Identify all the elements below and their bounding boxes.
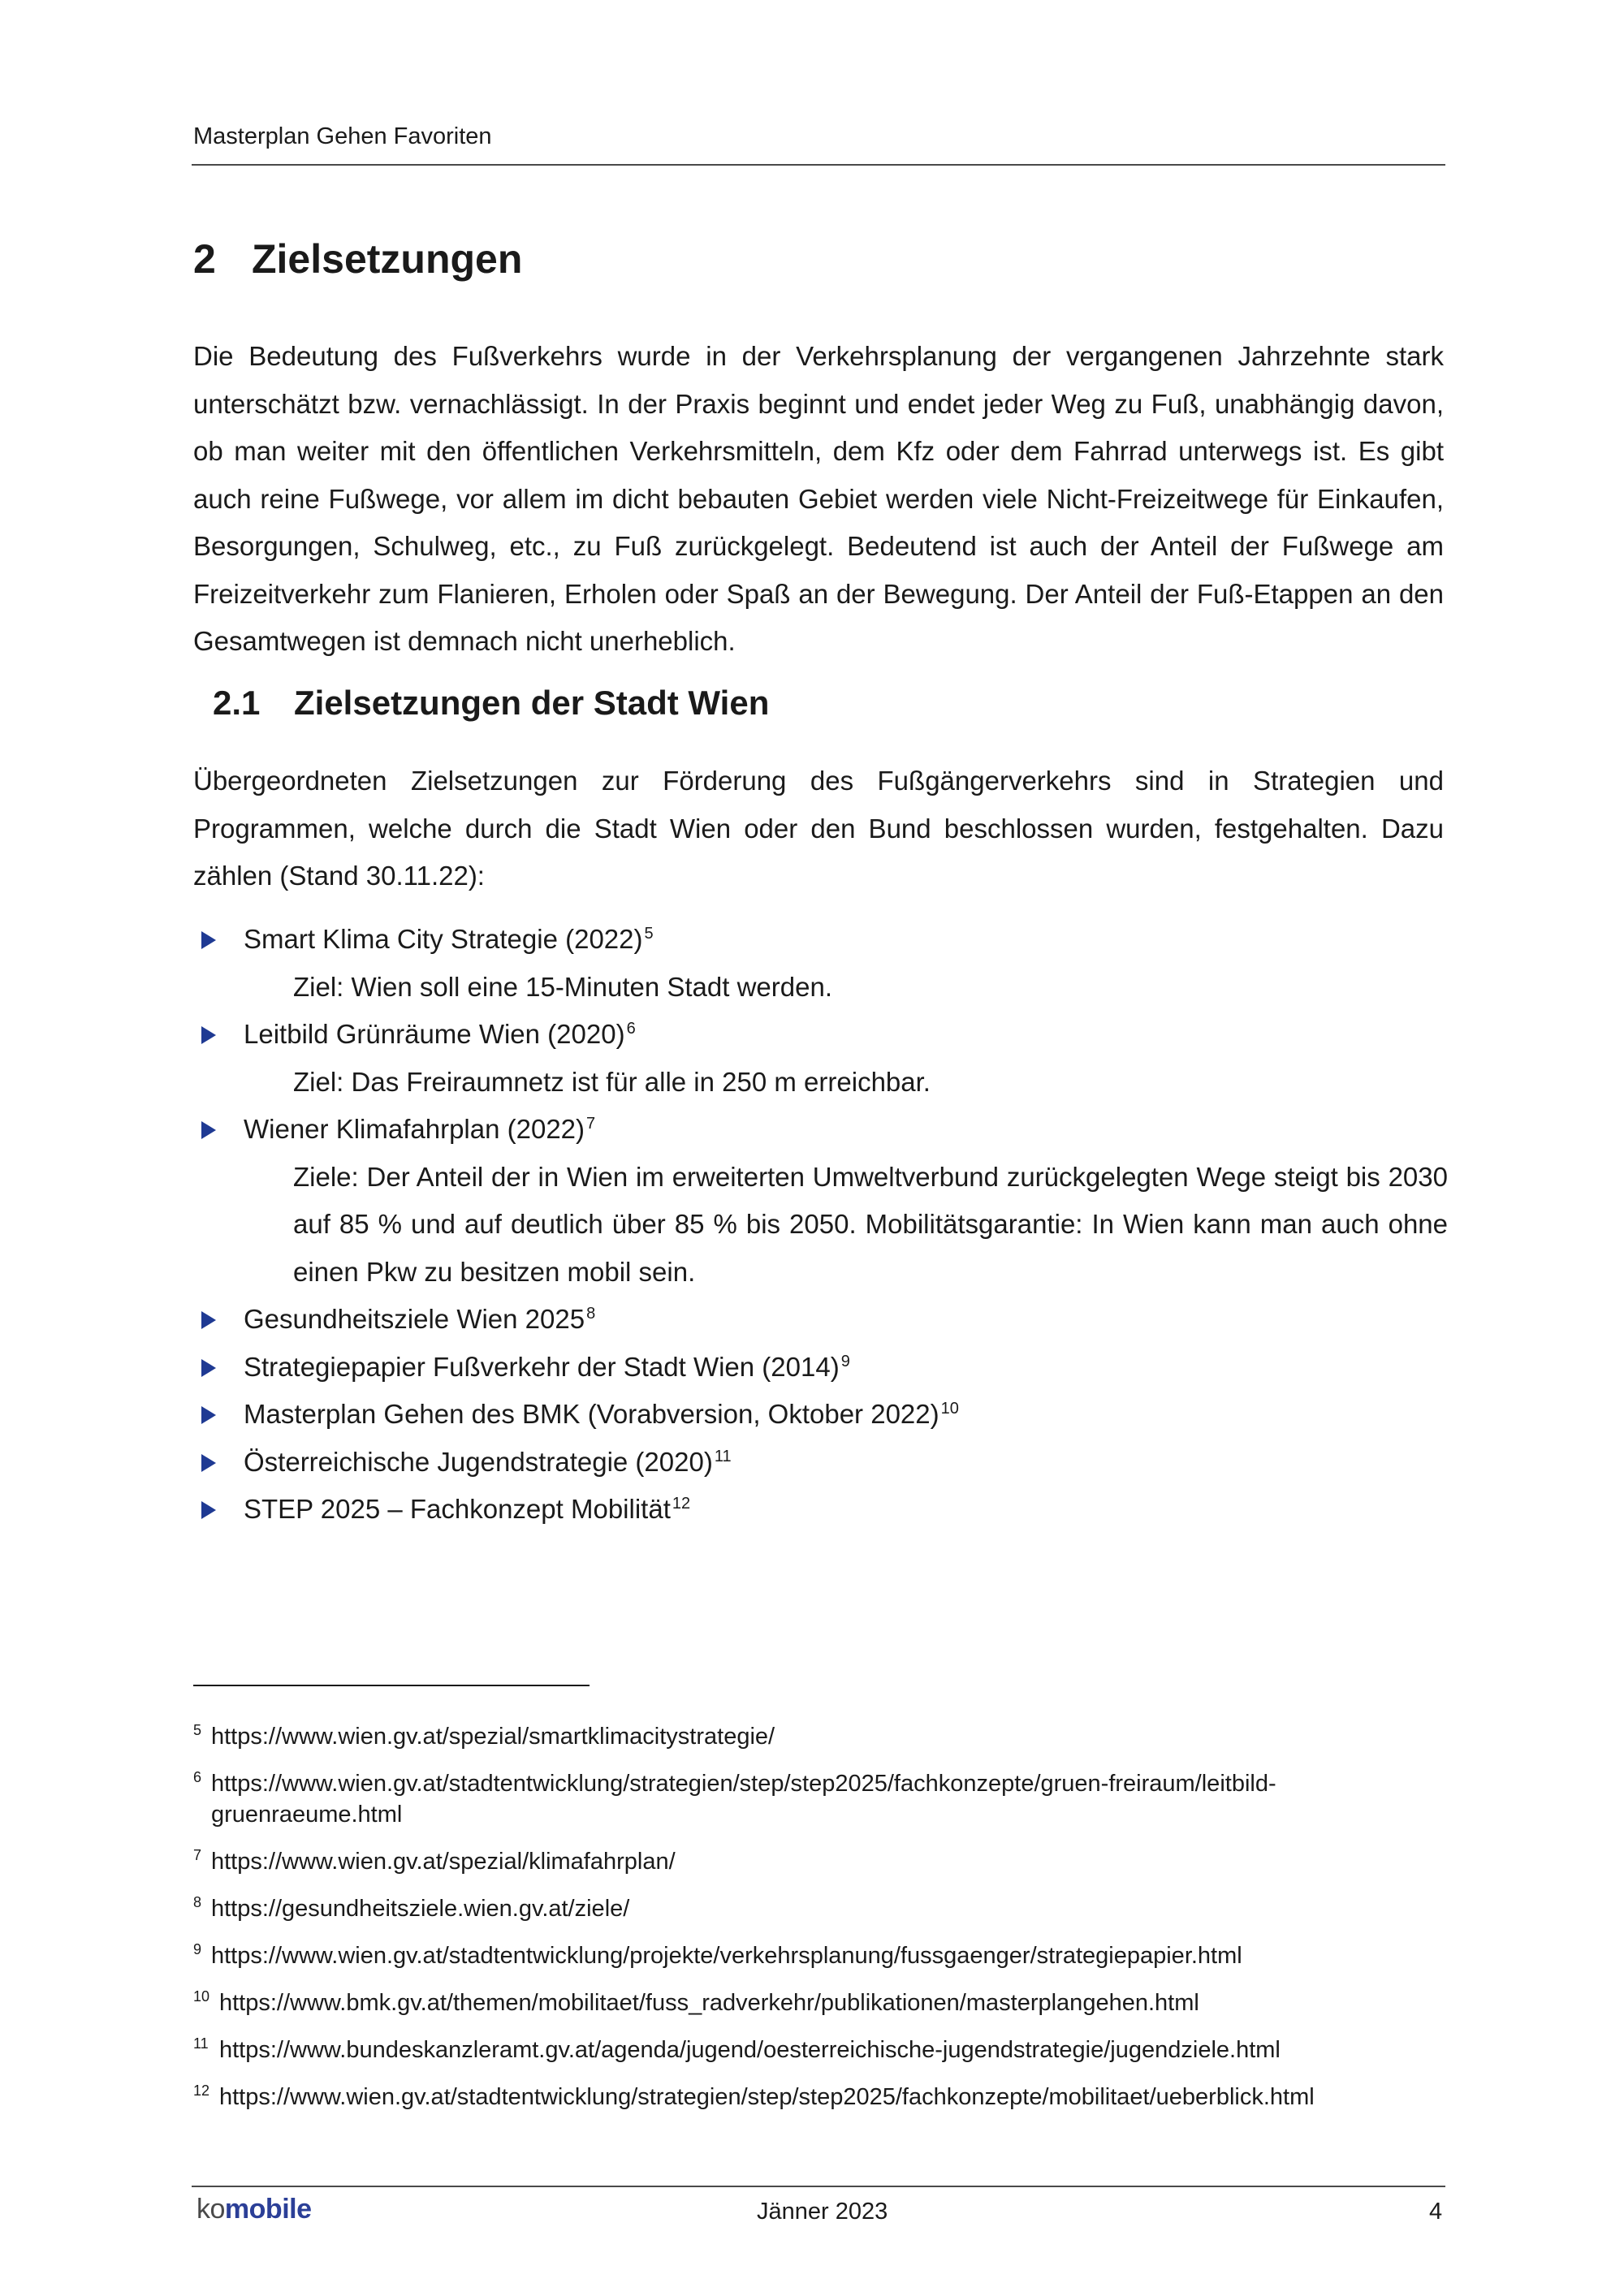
strategy-label: Wiener Klimafahrplan (2022) [244, 1114, 585, 1144]
triangle-bullet-icon [201, 1026, 216, 1044]
footnote-link[interactable]: https://www.wien.gv.at/stadtentwicklung/projekte/verkehrsplanung/fussgaenger/strategiepapier.html [211, 1943, 1242, 1969]
section-paragraph: Übergeordneten Zielsetzungen zur Förderung des Fußgängerverkehrs sind in Strategien und Programmen, welche durch die Stadt Wien oder den Bund beschlossen wurden, festgehalten. Dazu zählen (Stand 30.11.22): [193, 766, 1444, 891]
triangle-bullet-icon [201, 1311, 216, 1329]
strategy-label: STEP 2025 – Fachkonzept Mobilität [244, 1494, 671, 1524]
footnote [193, 1893, 1448, 1924]
footnote-ref[interactable]: 5 [644, 925, 654, 943]
footnote-number: 8 [193, 1894, 202, 1910]
footnote-number: 5 [193, 1722, 202, 1738]
footnote-link[interactable]: https://www.wien.gv.at/stadtentwicklung/strategien/step/step2025/fachkonzepte/mobilitaet/ueberblick.html [219, 2084, 1315, 2110]
footnote [193, 2082, 1448, 2113]
page-number: 4 [1429, 2199, 1443, 2225]
footnote [193, 1846, 1448, 1877]
chapter-number: 2 [193, 236, 216, 282]
footnote-number: 10 [193, 1988, 210, 2005]
footnote-ref[interactable]: 7 [586, 1115, 596, 1133]
footnote-ref[interactable]: 12 [672, 1495, 691, 1513]
list-item [193, 1391, 1448, 1439]
strategy-label: Österreichische Jugendstrategie (2020) [244, 1446, 713, 1477]
section-title: Zielsetzungen der Stadt Wien [294, 684, 770, 722]
triangle-bullet-icon [201, 1121, 216, 1139]
list-item [193, 916, 1448, 1011]
triangle-bullet-icon [201, 1454, 216, 1472]
footnote-link[interactable]: https://www.bmk.gv.at/themen/mobilitaet/fuss_radverkehr/publikationen/masterplangehen.html [219, 1990, 1199, 2016]
list-item [193, 1011, 1448, 1106]
intro-paragraph: Die Bedeutung des Fußverkehrs wurde in der Verkehrsplanung der vergangenen Jahrzehnte stark unterschätzt bzw. vernachlässigt. In der Praxis beginnt und endet jeder Weg zu Fuß, unabhängig davon, ob man weiter mit den öffentlichen Verkehrsmitteln, dem Kfz oder dem Fahrrad unterwegs ist. Es gibt auch reine Fußwege, vor allem im dicht bebauten Gebiet werden viele Nicht-Freizeitwege für Einkaufen, Besorgungen, Schulweg, etc., zu Fuß zurückgelegt. Bedeutend ist auch der Anteil der Fußwege am Freizeitverkehr zum Flanieren, Erholen oder Spaß an der Bewegung. Der Anteil der Fuß-Etappen an den Gesamtwegen ist demnach nicht unerheblich. [193, 341, 1444, 656]
footnote-list [193, 1721, 1448, 2129]
footnote [193, 1721, 1448, 1752]
section-heading [213, 684, 769, 723]
strategy-label: Smart Klima City Strategie (2022) [244, 924, 643, 954]
strategy-label: Masterplan Gehen des BMK (Vorabversion, Oktober 2022) [244, 1399, 939, 1429]
footnote-number: 6 [193, 1769, 202, 1785]
triangle-bullet-icon [201, 931, 216, 949]
logo-part-mobile: mobile [224, 2194, 312, 2225]
footnote-number: 11 [193, 2035, 209, 2052]
footnote-ref[interactable]: 9 [840, 1352, 850, 1370]
list-item [193, 1486, 1448, 1534]
footnote-number: 9 [193, 1941, 202, 1957]
footnote [193, 2035, 1448, 2065]
footnote-link[interactable]: https://www.wien.gv.at/spezial/klimafahrplan/ [211, 1849, 676, 1875]
footnote-ref[interactable]: 8 [586, 1305, 596, 1323]
chapter-title: Zielsetzungen [252, 236, 523, 282]
chapter-heading [193, 235, 522, 283]
footer-date: Jänner 2023 [757, 2199, 888, 2225]
footnote-ref[interactable]: 6 [626, 1020, 636, 1038]
footnote-link[interactable]: https://gesundheitsziele.wien.gv.at/ziele/ [211, 1896, 630, 1922]
list-item [193, 1439, 1448, 1487]
footnote-number: 12 [193, 2082, 210, 2099]
list-item [193, 1344, 1448, 1392]
footnote-link[interactable]: https://www.wien.gv.at/spezial/smartklimacitystrategie/ [211, 1724, 775, 1750]
footnote-link[interactable]: https://www.wien.gv.at/stadtentwicklung/strategien/step/step2025/fachkonzepte/gruen-freiraum/leitbild-gruenraeume.html [211, 1771, 1276, 1828]
strategy-label: Strategiepapier Fußverkehr der Stadt Wien (2014) [244, 1351, 840, 1382]
list-item [193, 1296, 1448, 1344]
footnote [193, 1940, 1448, 1971]
footnote-ref[interactable]: 11 [714, 1447, 732, 1465]
footnote [193, 1987, 1448, 2018]
triangle-bullet-icon [201, 1406, 216, 1424]
footnote-link[interactable]: https://www.bundeskanzleramt.gv.at/agenda/jugend/oesterreichische-jugendstrategie/jugendziele.html [219, 2037, 1281, 2063]
triangle-bullet-icon [201, 1359, 216, 1377]
footnote-number: 7 [193, 1847, 202, 1863]
strategy-label: Gesundheitsziele Wien 2025 [244, 1304, 585, 1334]
footer-divider [192, 2186, 1445, 2187]
strategy-goal: Ziele: Der Anteil der in Wien im erweiterten Umweltverbund zurückgelegten Wege steigt bis 2030 auf 85 % und auf deutlich über 85 % bis 2050. Mobilitätsgarantie: In Wien kann man auch ohne einen Pkw zu besitzen mobil sein. [293, 1161, 1448, 1287]
triangle-bullet-icon [201, 1501, 216, 1519]
strategy-goal: Ziel: Das Freiraumnetz ist für alle in 250 m erreichbar. [293, 1066, 931, 1097]
strategy-label: Leitbild Grünräume Wien (2020) [244, 1019, 625, 1049]
logo-part-ko: ko [197, 2194, 225, 2225]
komobile-logo [197, 2194, 312, 2225]
running-header: Masterplan Gehen Favoriten [193, 123, 492, 149]
strategy-goal: Ziel: Wien soll eine 15-Minuten Stadt werden. [293, 971, 832, 1002]
strategy-list [193, 916, 1448, 1534]
footnote-separator [193, 1685, 590, 1686]
section-number: 2.1 [213, 684, 261, 722]
footnote [193, 1768, 1448, 1830]
header-divider [192, 164, 1445, 166]
list-item [193, 1106, 1448, 1296]
footnote-ref[interactable]: 10 [940, 1400, 959, 1418]
